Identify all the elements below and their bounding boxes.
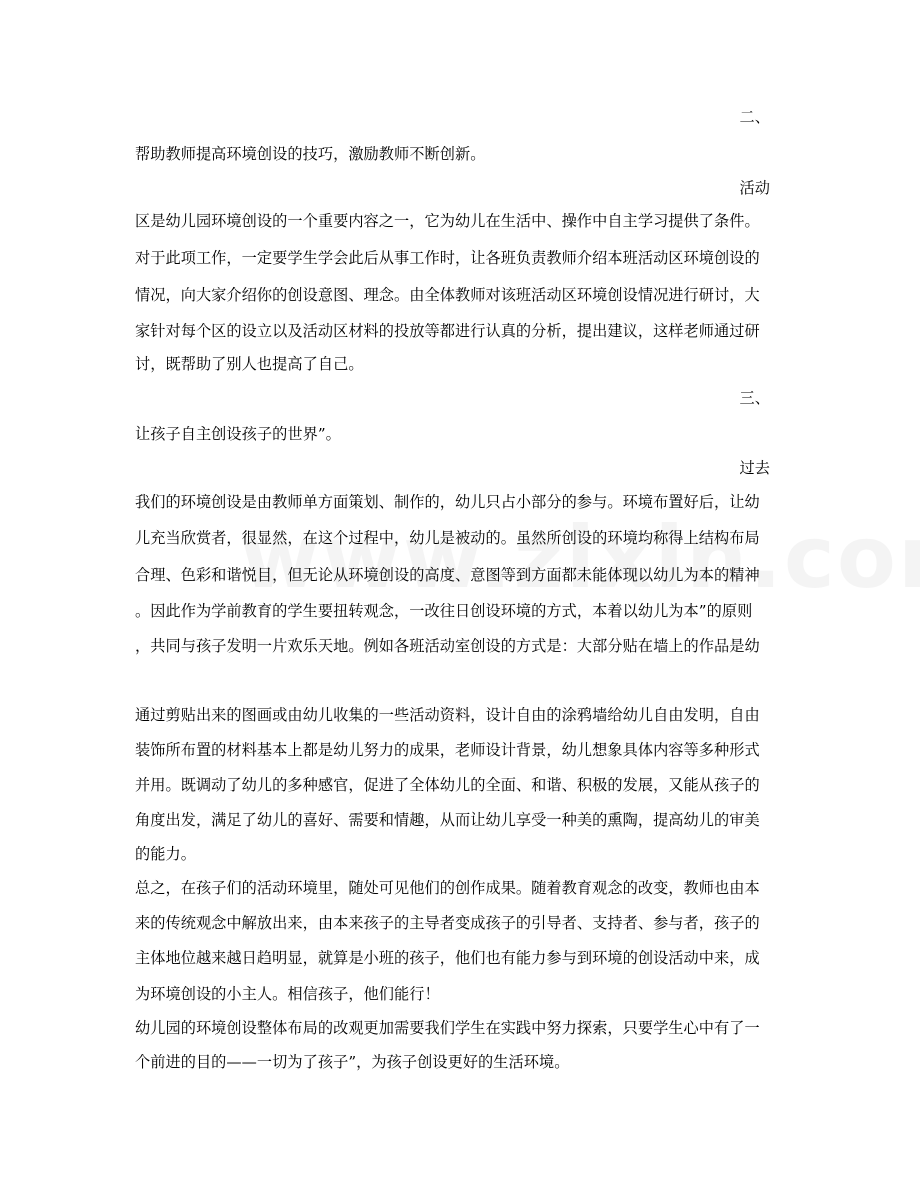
text-line: 家针对每个区的设立以及活动区材料的投放等都进行认真的分析，提出建议，这样老师通过研 [135, 322, 760, 340]
section-number-2: 二、 [739, 108, 770, 126]
text-line: ，共同与孩子发明一片欢乐天地。例如各班活动室创设的方式是：大部分贴在墙上的作品是幼 [135, 637, 760, 655]
section-number-3: 三、 [739, 389, 770, 407]
text-line: 总之，在孩子们的活动环境里，随处可见他们的创作成果。随着教育观念的改变，教师也由本 [135, 879, 760, 897]
watermark [240, 508, 920, 608]
text-line: 区是幼儿园环境创设的一个重要内容之一，它为幼儿在生活中、操作中自主学习提供了条件。 [135, 212, 760, 230]
text-line: 通过剪贴出来的图画或由幼儿收集的一些活动资料，设计自由的涂鸦墙给幼儿自由发明，自由 [135, 706, 760, 724]
section-heading-2: 帮助教师提高环境创设的技巧，激励教师不断创新。 [135, 145, 486, 163]
paragraph-lead: 过去 [739, 459, 770, 477]
text-line: 幼儿园的环境创设整体布局的改观更加需要我们学生在实践中努力探索，只要学生心中有了一 [135, 1019, 760, 1037]
text-line: 并用。既调动了幼儿的多种感官，促进了全体幼儿的全面、和谐、积极的发展，又能从孩子的 [135, 776, 760, 794]
text-line: 儿充当欣赏者，很显然，在这个过程中，幼儿是被动的。虽然所创设的环境均称得上结构布局 [135, 529, 760, 547]
text-line: 合理、色彩和谐悦目，但无论从环境创设的高度、意图等到方面都未能体现以幼儿为本的精神 [135, 566, 760, 584]
text-line: 的能力。 [135, 845, 196, 863]
text-line: 装饰所布置的材料基本上都是幼儿努力的成果，老师设计背景，幼儿想象具体内容等多种形式 [135, 741, 760, 759]
text-line: 为环境创设的小主人。相信孩子，他们能行！ [135, 985, 440, 1003]
text-line: 主体地位越来越日趋明显，就算是小班的孩子，他们也有能力参与到环境的创设活动中来，成 [135, 949, 760, 967]
text-line: 个前进的目的——一切为了孩子”，为孩子创设更好的生活环境。 [135, 1053, 570, 1071]
text-line: 。因此作为学前教育的学生要扭转观念，一改往日创设环境的方式，本着以幼儿为本”的原则 [135, 602, 753, 620]
text-line: 对于此项工作，一定要学生学会此后从事工作时，让各班负责教师介绍本班活动区环境创设的 [135, 249, 760, 267]
text-line: 情况，向大家介绍你的创设意图、理念。由全体教师对该班活动区环境创设情况进行研讨，大 [135, 286, 760, 304]
section-heading-3: 让孩子自主创设孩子的世界”。 [135, 425, 341, 443]
text-line: 讨，既帮助了别人也提高了自己。 [135, 355, 364, 373]
text-line: 角度出发，满足了幼儿的喜好、需要和情趣，从而让幼儿享受一种美的熏陶，提高幼儿的审美 [135, 811, 760, 829]
text-line: 我们的环境创设是由教师单方面策划、制作的，幼儿只占小部分的参与。环境布置好后，让幼 [135, 493, 760, 511]
text-line: 来的传统观念中解放出来，由本来孩子的主导者变成孩子的引导者、支持者、参与者，孩子的 [135, 914, 760, 932]
paragraph-lead: 活动 [739, 179, 770, 197]
